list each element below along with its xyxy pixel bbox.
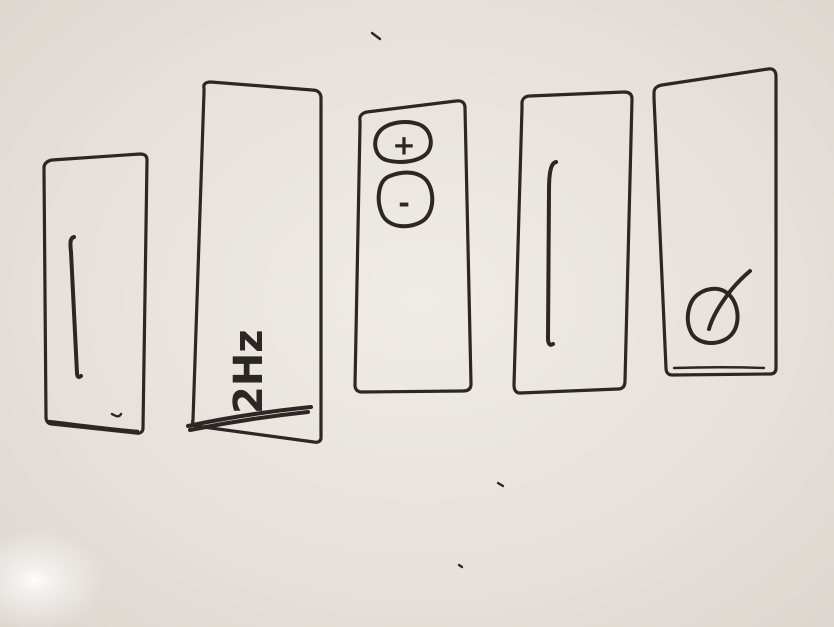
panel-5 xyxy=(654,69,776,375)
panel-1-border xyxy=(44,154,147,433)
panel-4 xyxy=(514,92,632,393)
slider-track-2 xyxy=(548,162,556,345)
slider-track-1 xyxy=(70,237,81,377)
plus-icon: + xyxy=(392,128,416,162)
panel-1 xyxy=(44,154,147,433)
plus-button[interactable] xyxy=(375,122,431,162)
minus-button[interactable] xyxy=(379,173,433,227)
minus-icon: - xyxy=(398,186,410,220)
panel-1-tick xyxy=(112,414,121,416)
knob-dial[interactable] xyxy=(688,271,750,343)
marker-speck-1 xyxy=(372,33,380,39)
frequency-label: 2Hz xyxy=(226,329,272,414)
marker-speck-3 xyxy=(459,565,462,567)
panel-4-border xyxy=(514,92,632,393)
marker-speck-2 xyxy=(498,483,503,486)
panel-2 xyxy=(188,82,321,442)
panel-5-border xyxy=(654,69,776,375)
knob-pointer xyxy=(709,271,750,329)
panel-3 xyxy=(355,101,471,392)
panel-5-baseline xyxy=(674,367,764,368)
